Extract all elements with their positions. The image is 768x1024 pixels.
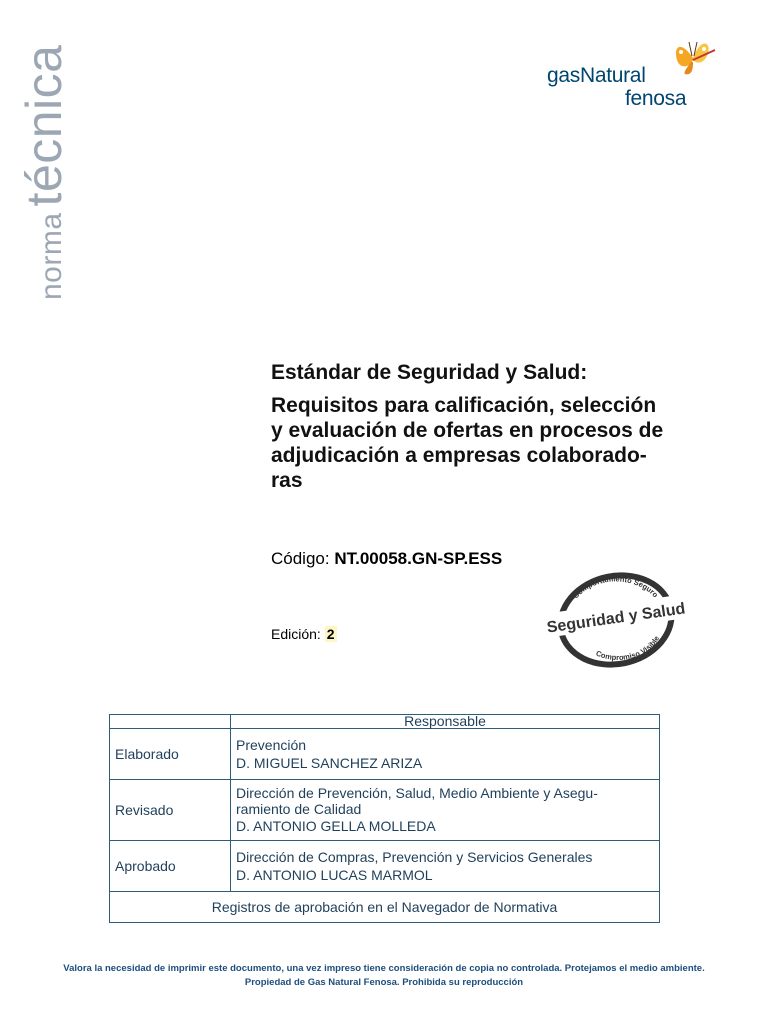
table-row	[110, 841, 660, 892]
row-label-elaborado: Elaborado	[110, 729, 231, 780]
row-detail-elaborado	[231, 729, 660, 780]
side-title	[15, 20, 72, 300]
logo-line2: fenosa	[625, 87, 687, 110]
svg-text:Compromiso Visible	[595, 634, 662, 662]
row-dept: Dirección de Compras, Prevención y Servicios Generales	[236, 849, 593, 865]
row-detail-revisado	[231, 780, 660, 841]
code-label: Código:	[271, 549, 330, 568]
code-value: NT.00058.GN-SP.ESS	[334, 549, 503, 568]
document-title	[271, 360, 721, 493]
row-detail-aprobado	[231, 841, 660, 892]
side-title-word1: norma	[35, 212, 68, 300]
title-line4: ras	[271, 469, 303, 492]
row-person: D. ANTONIO LUCAS MARMOL	[236, 867, 433, 883]
page-footer	[20, 962, 748, 990]
document-edition	[271, 626, 337, 642]
side-title-word2: técnica	[16, 44, 72, 207]
row-dept: Dirección de Prevención, Salud, Medio Ambiente y Asegu-	[236, 785, 598, 801]
footer-line2: Propiedad de Gas Natural Fenosa. Prohibida su reproducción	[244, 977, 524, 988]
title-line1: Requisitos para calificación, selección	[271, 394, 657, 417]
table-footer-row	[110, 892, 660, 923]
title-line3: adjudicación a empresas colaborado-	[271, 444, 647, 467]
safety-stamp	[538, 568, 690, 668]
row-dept-cont: ramiento de Calidad	[236, 801, 362, 817]
title-line2: y evaluación de ofertas en procesos de	[271, 419, 664, 442]
row-label-revisado: Revisado	[110, 780, 231, 841]
row-label-aprobado: Aprobado	[110, 841, 231, 892]
company-logo	[545, 36, 730, 116]
table-row	[110, 780, 660, 841]
title-heading: Estándar de Seguridad y Salud:	[271, 361, 588, 384]
footer-line1: Valora la necesidad de imprimir este documento, una vez impreso tiene consideración de copia no controlada. Protejamos el medio ambiente.	[63, 963, 705, 974]
edition-label: Edición:	[271, 626, 321, 642]
stamp-main-text: Seguridad y Salud	[545, 600, 687, 637]
document-code	[271, 549, 502, 569]
responsibility-table	[109, 714, 660, 923]
table-header-row	[110, 715, 660, 729]
table-row	[110, 729, 660, 780]
row-dept: Prevención	[236, 737, 307, 753]
logo-line1: gasNatural	[547, 64, 646, 87]
header-empty-cell	[110, 715, 231, 729]
butterfly-icon	[671, 36, 721, 76]
row-person: D. ANTONIO GELLA MOLLEDA	[236, 818, 436, 834]
header-responsable: Responsable	[231, 715, 660, 729]
approval-registry-note: Registros de aprobación en el Navegador de Normativa	[110, 892, 660, 923]
stamp-bottom-text: Compromiso Visible	[594, 634, 662, 663]
row-person: D. MIGUEL SANCHEZ ARIZA	[236, 755, 423, 771]
edition-value: 2	[326, 626, 335, 642]
stamp-top-text: Comportamiento Seguro	[571, 574, 661, 601]
